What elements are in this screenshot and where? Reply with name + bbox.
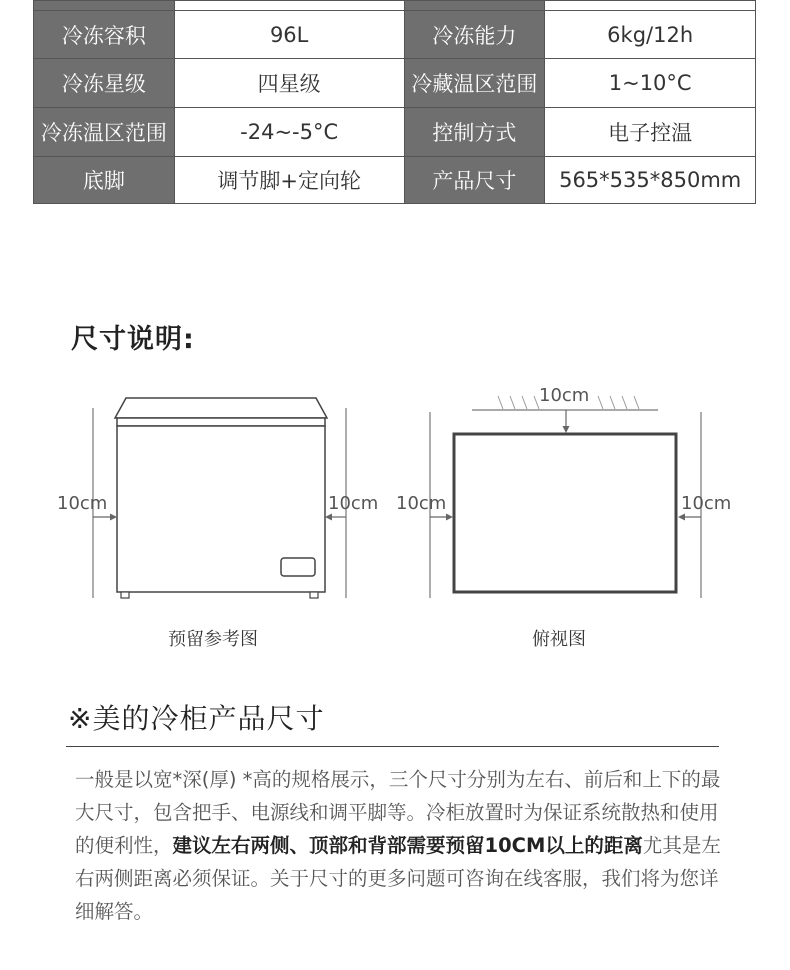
spec-value: 1~10°C [544,59,755,107]
divider [66,746,719,747]
freezer-top-outline [454,434,676,592]
spec-value: 565*535*850mm [544,157,755,203]
spec-key: 冷冻能力 [405,11,545,58]
control-panel [281,558,315,576]
front-view-diagram [57,398,378,598]
spec-key: 冷冻容积 [34,11,174,58]
info-title: ※美的冷柜产品尺寸 [68,702,325,735]
spec-key: 冷藏温区范围 [405,59,545,107]
foot-right [310,592,318,598]
spec-value: 四星级 [174,59,405,107]
top-view-right-label: 10cm [681,493,732,514]
front-left-label: 10cm [57,493,108,514]
foot-left [121,592,129,598]
info-paragraph [75,763,735,928]
front-right-label: 10cm [328,493,379,514]
spec-key: 底脚 [34,157,174,203]
info-text-normal: 尤其是左右两侧距离必须保证。关于尺寸的更多问题可咨询在线客服，我们将为您详细解答。 [75,834,721,923]
spec-value: 6kg/12h [544,11,755,58]
size-section-title: 尺寸说明: [71,324,195,355]
spec-key: 控制方式 [405,108,545,156]
freezer-lid [115,398,327,418]
info-text-emphasis: 建议左右两侧、顶部和背部需要预留10CM以上的距离 [172,834,643,857]
top-view-diagram [396,385,731,598]
top-view-top-label: 10cm [539,385,590,406]
spec-value: 调节脚+定向轮 [174,157,405,203]
spec-key: 冷冻温区范围 [34,108,174,156]
top-view-caption: 俯视图 [532,629,586,650]
spec-key: 产品尺寸 [405,157,545,203]
spec-key: 冷冻星级 [34,59,174,107]
spec-value: 96L [174,11,405,58]
lid-rim [117,418,325,426]
info-text-normal: 一般是以宽*深(厚) *高的规格展示，三个尺寸分别为左右、前后和上下的最大尺寸，包含把手、电源线和调平脚等。冷柜放置时为保证系统散热和使用的便利性， [75,768,721,857]
top-view-left-label: 10cm [396,493,447,514]
spec-value: -24~-5°C [174,108,405,156]
front-view-caption: 预留参考图 [168,629,258,650]
spec-value: 电子控温 [544,108,755,156]
